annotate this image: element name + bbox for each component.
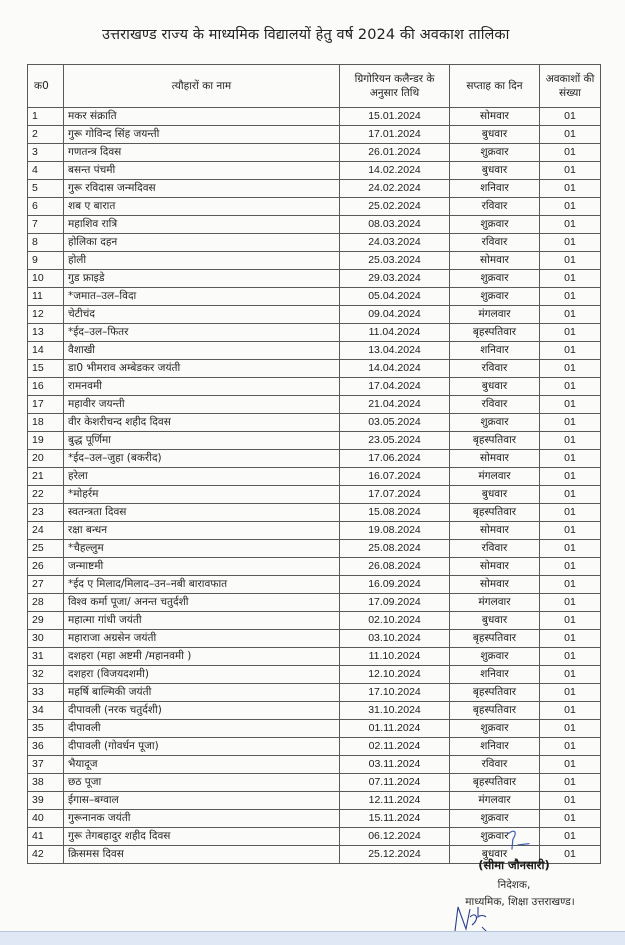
row-serial-number: 24 <box>28 522 64 540</box>
row-holiday-count: 01 <box>540 180 601 198</box>
row-date: 25.02.2024 <box>340 198 450 216</box>
viewer-bottom-strip <box>0 931 625 945</box>
table-row <box>28 792 601 810</box>
row-date: 17.01.2024 <box>340 126 450 144</box>
row-festival-name: मकर संक्राति <box>64 108 340 126</box>
row-date: 25.08.2024 <box>340 540 450 558</box>
row-date: 02.11.2024 <box>340 738 450 756</box>
table-row <box>28 720 601 738</box>
row-festival-name: दशहरा (महा अष्टमी /महानवमी ) <box>64 648 340 666</box>
row-holiday-count: 01 <box>540 216 601 234</box>
row-weekday: बुधवार <box>450 162 540 180</box>
row-weekday: मंगलवार <box>450 594 540 612</box>
row-holiday-count: 01 <box>540 252 601 270</box>
row-holiday-count: 01 <box>540 576 601 594</box>
row-festival-name: दीपावली (नरक चतुर्दशी) <box>64 702 340 720</box>
row-holiday-count: 01 <box>540 810 601 828</box>
row-holiday-count: 01 <box>540 288 601 306</box>
row-holiday-count: 01 <box>540 450 601 468</box>
row-festival-name: वीर केशरीचन्द शहीद दिवस <box>64 414 340 432</box>
row-holiday-count: 01 <box>540 720 601 738</box>
row-weekday: सोमवार <box>450 576 540 594</box>
row-serial-number: 2 <box>28 126 64 144</box>
row-weekday: मंगलवार <box>450 306 540 324</box>
row-weekday: शुक्रवार <box>450 720 540 738</box>
row-festival-name: दीपावली <box>64 720 340 738</box>
row-weekday: शुक्रवार <box>450 648 540 666</box>
table-row <box>28 378 601 396</box>
row-weekday: शुक्रवार <box>450 828 540 846</box>
row-date: 31.10.2024 <box>340 702 450 720</box>
row-weekday: शनिवार <box>450 666 540 684</box>
row-holiday-count: 01 <box>540 378 601 396</box>
row-festival-name: *ईद–उल–फितर <box>64 324 340 342</box>
row-festival-name: जन्माष्टमी <box>64 558 340 576</box>
row-weekday: रविवार <box>450 234 540 252</box>
row-festival-name: भैयादूज <box>64 756 340 774</box>
table-row <box>28 774 601 792</box>
table-row <box>28 360 601 378</box>
row-festival-name: महात्मा गांधी जयंती <box>64 612 340 630</box>
row-date: 14.02.2024 <box>340 162 450 180</box>
row-date: 16.07.2024 <box>340 468 450 486</box>
row-date: 02.10.2024 <box>340 612 450 630</box>
row-festival-name: दीपावली (गोवर्धन पूजा) <box>64 738 340 756</box>
row-date: 06.12.2024 <box>340 828 450 846</box>
row-date: 17.07.2024 <box>340 486 450 504</box>
row-holiday-count: 01 <box>540 540 601 558</box>
row-festival-name: होलिका दहन <box>64 234 340 252</box>
table-row <box>28 576 601 594</box>
row-weekday: रविवार <box>450 198 540 216</box>
row-serial-number: 40 <box>28 810 64 828</box>
row-serial-number: 6 <box>28 198 64 216</box>
row-weekday: मंगलवार <box>450 792 540 810</box>
row-festival-name: चेटीचंद <box>64 306 340 324</box>
row-festival-name: गुरू गोविन्द सिंह जयन्ती <box>64 126 340 144</box>
row-date: 15.01.2024 <box>340 108 450 126</box>
row-festival-name: दशहरा (विजयदशमी) <box>64 666 340 684</box>
row-festival-name: महाशिव रात्रि <box>64 216 340 234</box>
row-weekday: सोमवार <box>450 522 540 540</box>
row-serial-number: 39 <box>28 792 64 810</box>
row-holiday-count: 01 <box>540 684 601 702</box>
row-weekday: सोमवार <box>450 558 540 576</box>
row-date: 25.12.2024 <box>340 846 450 864</box>
row-holiday-count: 01 <box>540 756 601 774</box>
row-serial-number: 11 <box>28 288 64 306</box>
table-row <box>28 126 601 144</box>
row-serial-number: 32 <box>28 666 64 684</box>
row-serial-number: 41 <box>28 828 64 846</box>
header-holiday-count: अवकाशों की संख्या <box>540 65 601 108</box>
table-row <box>28 396 601 414</box>
row-date: 17.09.2024 <box>340 594 450 612</box>
row-festival-name: छठ पूजा <box>64 774 340 792</box>
row-festival-name: *चैहल्लुम <box>64 540 340 558</box>
row-weekday: शुक्रवार <box>450 288 540 306</box>
row-weekday: रविवार <box>450 540 540 558</box>
row-weekday: सोमवार <box>450 252 540 270</box>
table-row <box>28 288 601 306</box>
row-holiday-count: 01 <box>540 792 601 810</box>
row-date: 17.10.2024 <box>340 684 450 702</box>
table-row <box>28 108 601 126</box>
row-weekday: शनिवार <box>450 738 540 756</box>
row-serial-number: 10 <box>28 270 64 288</box>
table-row <box>28 198 601 216</box>
row-serial-number: 15 <box>28 360 64 378</box>
row-serial-number: 21 <box>28 468 64 486</box>
row-serial-number: 25 <box>28 540 64 558</box>
row-festival-name: बसन्त पंचमी <box>64 162 340 180</box>
row-date: 26.08.2024 <box>340 558 450 576</box>
table-row <box>28 450 601 468</box>
table-row <box>28 306 601 324</box>
row-date: 14.04.2024 <box>340 360 450 378</box>
row-date: 09.04.2024 <box>340 306 450 324</box>
row-weekday: बृहस्पतिवार <box>450 774 540 792</box>
handwritten-signature-icon <box>452 903 492 933</box>
row-weekday: बुधवार <box>450 846 540 864</box>
row-weekday: बुधवार <box>450 126 540 144</box>
table-row <box>28 756 601 774</box>
table-row <box>28 648 601 666</box>
table-row <box>28 270 601 288</box>
table-row <box>28 252 601 270</box>
row-date: 15.11.2024 <box>340 810 450 828</box>
row-holiday-count: 01 <box>540 558 601 576</box>
row-serial-number: 35 <box>28 720 64 738</box>
row-date: 25.03.2024 <box>340 252 450 270</box>
row-serial-number: 37 <box>28 756 64 774</box>
row-festival-name: गुड फ्राइडे <box>64 270 340 288</box>
row-festival-name: *मोहर्रम <box>64 486 340 504</box>
row-serial-number: 36 <box>28 738 64 756</box>
row-serial-number: 18 <box>28 414 64 432</box>
row-serial-number: 20 <box>28 450 64 468</box>
row-holiday-count: 01 <box>540 234 601 252</box>
table-row <box>28 216 601 234</box>
row-festival-name: स्वतन्त्रता दिवस <box>64 504 340 522</box>
table-row <box>28 414 601 432</box>
row-weekday: शुक्रवार <box>450 144 540 162</box>
table-row <box>28 738 601 756</box>
row-date: 19.08.2024 <box>340 522 450 540</box>
row-holiday-count: 01 <box>540 612 601 630</box>
row-date: 08.03.2024 <box>340 216 450 234</box>
row-weekday: बुधवार <box>450 486 540 504</box>
row-weekday: बुधवार <box>450 612 540 630</box>
row-festival-name: *जमात–उल–विदा <box>64 288 340 306</box>
row-serial-number: 1 <box>28 108 64 126</box>
row-date: 26.01.2024 <box>340 144 450 162</box>
row-serial-number: 14 <box>28 342 64 360</box>
row-holiday-count: 01 <box>540 360 601 378</box>
table-row <box>28 342 601 360</box>
row-holiday-count: 01 <box>540 342 601 360</box>
row-holiday-count: 01 <box>540 594 601 612</box>
row-weekday: शुक्रवार <box>450 270 540 288</box>
row-weekday: बृहस्पतिवार <box>450 324 540 342</box>
row-weekday: शुक्रवार <box>450 216 540 234</box>
row-festival-name: गुरू रविदास जन्मदिवस <box>64 180 340 198</box>
table-row <box>28 486 601 504</box>
table-row <box>28 684 601 702</box>
row-weekday: मंगलवार <box>450 468 540 486</box>
row-date: 16.09.2024 <box>340 576 450 594</box>
row-weekday: बृहस्पतिवार <box>450 432 540 450</box>
signatory-name: (सीमा जौनसारी) <box>478 858 550 872</box>
row-date: 12.10.2024 <box>340 666 450 684</box>
row-holiday-count: 01 <box>540 144 601 162</box>
table-row <box>28 810 601 828</box>
signatory-designation: निदेशक, <box>497 879 531 891</box>
row-festival-name: रामनवमी <box>64 378 340 396</box>
header-serial-number: क0 <box>28 65 64 108</box>
row-weekday: सोमवार <box>450 450 540 468</box>
row-serial-number: 33 <box>28 684 64 702</box>
row-weekday: बृहस्पतिवार <box>450 684 540 702</box>
row-festival-name: गुरूनानक जयंती <box>64 810 340 828</box>
row-holiday-count: 01 <box>540 828 601 846</box>
row-weekday: रविवार <box>450 756 540 774</box>
row-holiday-count: 01 <box>540 468 601 486</box>
table-row <box>28 180 601 198</box>
table-row <box>28 666 601 684</box>
row-serial-number: 13 <box>28 324 64 342</box>
row-festival-name: विश्व कर्मा पूजा/ अनन्त चतुर्दशी <box>64 594 340 612</box>
row-serial-number: 5 <box>28 180 64 198</box>
row-holiday-count: 01 <box>540 198 601 216</box>
row-date: 12.11.2024 <box>340 792 450 810</box>
row-serial-number: 34 <box>28 702 64 720</box>
row-festival-name: *ईद ए मिलाद/मिलाद–उन–नबी बारावफात <box>64 576 340 594</box>
row-festival-name: महाराजा अग्रसेन जयंती <box>64 630 340 648</box>
row-holiday-count: 01 <box>540 162 601 180</box>
row-date: 03.05.2024 <box>340 414 450 432</box>
row-serial-number: 29 <box>28 612 64 630</box>
row-holiday-count: 01 <box>540 306 601 324</box>
row-festival-name: *ईद–उल–जुहा (बकरीद) <box>64 450 340 468</box>
row-date: 24.02.2024 <box>340 180 450 198</box>
row-festival-name: वैशाखी <box>64 342 340 360</box>
row-serial-number: 23 <box>28 504 64 522</box>
row-festival-name: होली <box>64 252 340 270</box>
signatory-office: माध्यमिक, शिक्षा उत्तराखण्ड। <box>465 896 575 908</box>
row-holiday-count: 01 <box>540 432 601 450</box>
row-holiday-count: 01 <box>540 774 601 792</box>
row-festival-name: शब ए बारात <box>64 198 340 216</box>
table-row <box>28 702 601 720</box>
row-holiday-count: 01 <box>540 630 601 648</box>
header-festival-name: त्यौहारों का नाम <box>64 65 340 108</box>
row-holiday-count: 01 <box>540 738 601 756</box>
table-row <box>28 468 601 486</box>
row-festival-name: ईगास–बग्वाल <box>64 792 340 810</box>
row-weekday: बृहस्पतिवार <box>450 702 540 720</box>
row-weekday: शुक्रवार <box>450 810 540 828</box>
row-festival-name: महर्षि बाल्मिकी जयंती <box>64 684 340 702</box>
row-festival-name: क्रिसमस दिवस <box>64 846 340 864</box>
header-gregorian-date: ग्रिगोरियन कलैन्डर के अनुसार तिथि <box>340 65 450 108</box>
row-date: 23.05.2024 <box>340 432 450 450</box>
table-row <box>28 162 601 180</box>
row-holiday-count: 01 <box>540 414 601 432</box>
holiday-table <box>27 64 601 864</box>
table-header-row <box>28 65 601 108</box>
row-holiday-count: 01 <box>540 108 601 126</box>
row-holiday-count: 01 <box>540 648 601 666</box>
row-holiday-count: 01 <box>540 504 601 522</box>
row-weekday: शनिवार <box>450 342 540 360</box>
row-holiday-count: 01 <box>540 702 601 720</box>
row-date: 21.04.2024 <box>340 396 450 414</box>
row-serial-number: 4 <box>28 162 64 180</box>
table-row <box>28 522 601 540</box>
row-holiday-count: 01 <box>540 270 601 288</box>
row-serial-number: 42 <box>28 846 64 864</box>
row-holiday-count: 01 <box>540 324 601 342</box>
row-festival-name: गणतन्त्र दिवस <box>64 144 340 162</box>
table-row <box>28 612 601 630</box>
row-serial-number: 28 <box>28 594 64 612</box>
row-date: 03.10.2024 <box>340 630 450 648</box>
row-date: 15.08.2024 <box>340 504 450 522</box>
row-serial-number: 27 <box>28 576 64 594</box>
row-serial-number: 12 <box>28 306 64 324</box>
row-festival-name: हरेला <box>64 468 340 486</box>
table-row <box>28 432 601 450</box>
table-row <box>28 630 601 648</box>
row-weekday: बुधवार <box>450 378 540 396</box>
row-weekday: बृहस्पतिवार <box>450 630 540 648</box>
row-holiday-count: 01 <box>540 126 601 144</box>
row-serial-number: 26 <box>28 558 64 576</box>
row-serial-number: 17 <box>28 396 64 414</box>
row-serial-number: 22 <box>28 486 64 504</box>
header-weekday: सप्ताह का दिन <box>450 65 540 108</box>
row-serial-number: 16 <box>28 378 64 396</box>
row-date: 03.11.2024 <box>340 756 450 774</box>
row-holiday-count: 01 <box>540 396 601 414</box>
table-row <box>28 324 601 342</box>
row-weekday: बृहस्पतिवार <box>450 504 540 522</box>
row-date: 05.04.2024 <box>340 288 450 306</box>
table-row <box>28 504 601 522</box>
row-festival-name: रक्षा बन्धन <box>64 522 340 540</box>
row-weekday: शनिवार <box>450 180 540 198</box>
row-date: 07.11.2024 <box>340 774 450 792</box>
table-row <box>28 540 601 558</box>
row-serial-number: 9 <box>28 252 64 270</box>
row-serial-number: 8 <box>28 234 64 252</box>
row-holiday-count: 01 <box>540 846 601 864</box>
row-serial-number: 3 <box>28 144 64 162</box>
row-holiday-count: 01 <box>540 666 601 684</box>
row-holiday-count: 01 <box>540 522 601 540</box>
row-serial-number: 7 <box>28 216 64 234</box>
table-row <box>28 558 601 576</box>
table-row <box>28 144 601 162</box>
document-title: उत्तराखण्ड राज्य के माध्यमिक विद्यालयों हेतु वर्ष 2024 की अवकाश तालिका <box>102 27 510 43</box>
table-row <box>28 234 601 252</box>
table-row <box>28 594 601 612</box>
row-weekday: रविवार <box>450 396 540 414</box>
row-date: 17.06.2024 <box>340 450 450 468</box>
row-serial-number: 30 <box>28 630 64 648</box>
row-festival-name: बुद्ध पूर्णिमा <box>64 432 340 450</box>
row-festival-name: महावीर जयन्ती <box>64 396 340 414</box>
row-weekday: शुक्रवार <box>450 414 540 432</box>
row-date: 24.03.2024 <box>340 234 450 252</box>
row-date: 11.04.2024 <box>340 324 450 342</box>
row-serial-number: 19 <box>28 432 64 450</box>
row-serial-number: 31 <box>28 648 64 666</box>
row-date: 01.11.2024 <box>340 720 450 738</box>
row-date: 13.04.2024 <box>340 342 450 360</box>
row-date: 11.10.2024 <box>340 648 450 666</box>
row-weekday: रविवार <box>450 360 540 378</box>
row-date: 29.03.2024 <box>340 270 450 288</box>
row-festival-name: गुरू तेगबहादुर शहीद दिवस <box>64 828 340 846</box>
row-weekday: सोमवार <box>450 108 540 126</box>
row-serial-number: 38 <box>28 774 64 792</box>
row-date: 17.04.2024 <box>340 378 450 396</box>
row-holiday-count: 01 <box>540 486 601 504</box>
row-festival-name: डा0 भीमराव अम्बेडकर जयंती <box>64 360 340 378</box>
